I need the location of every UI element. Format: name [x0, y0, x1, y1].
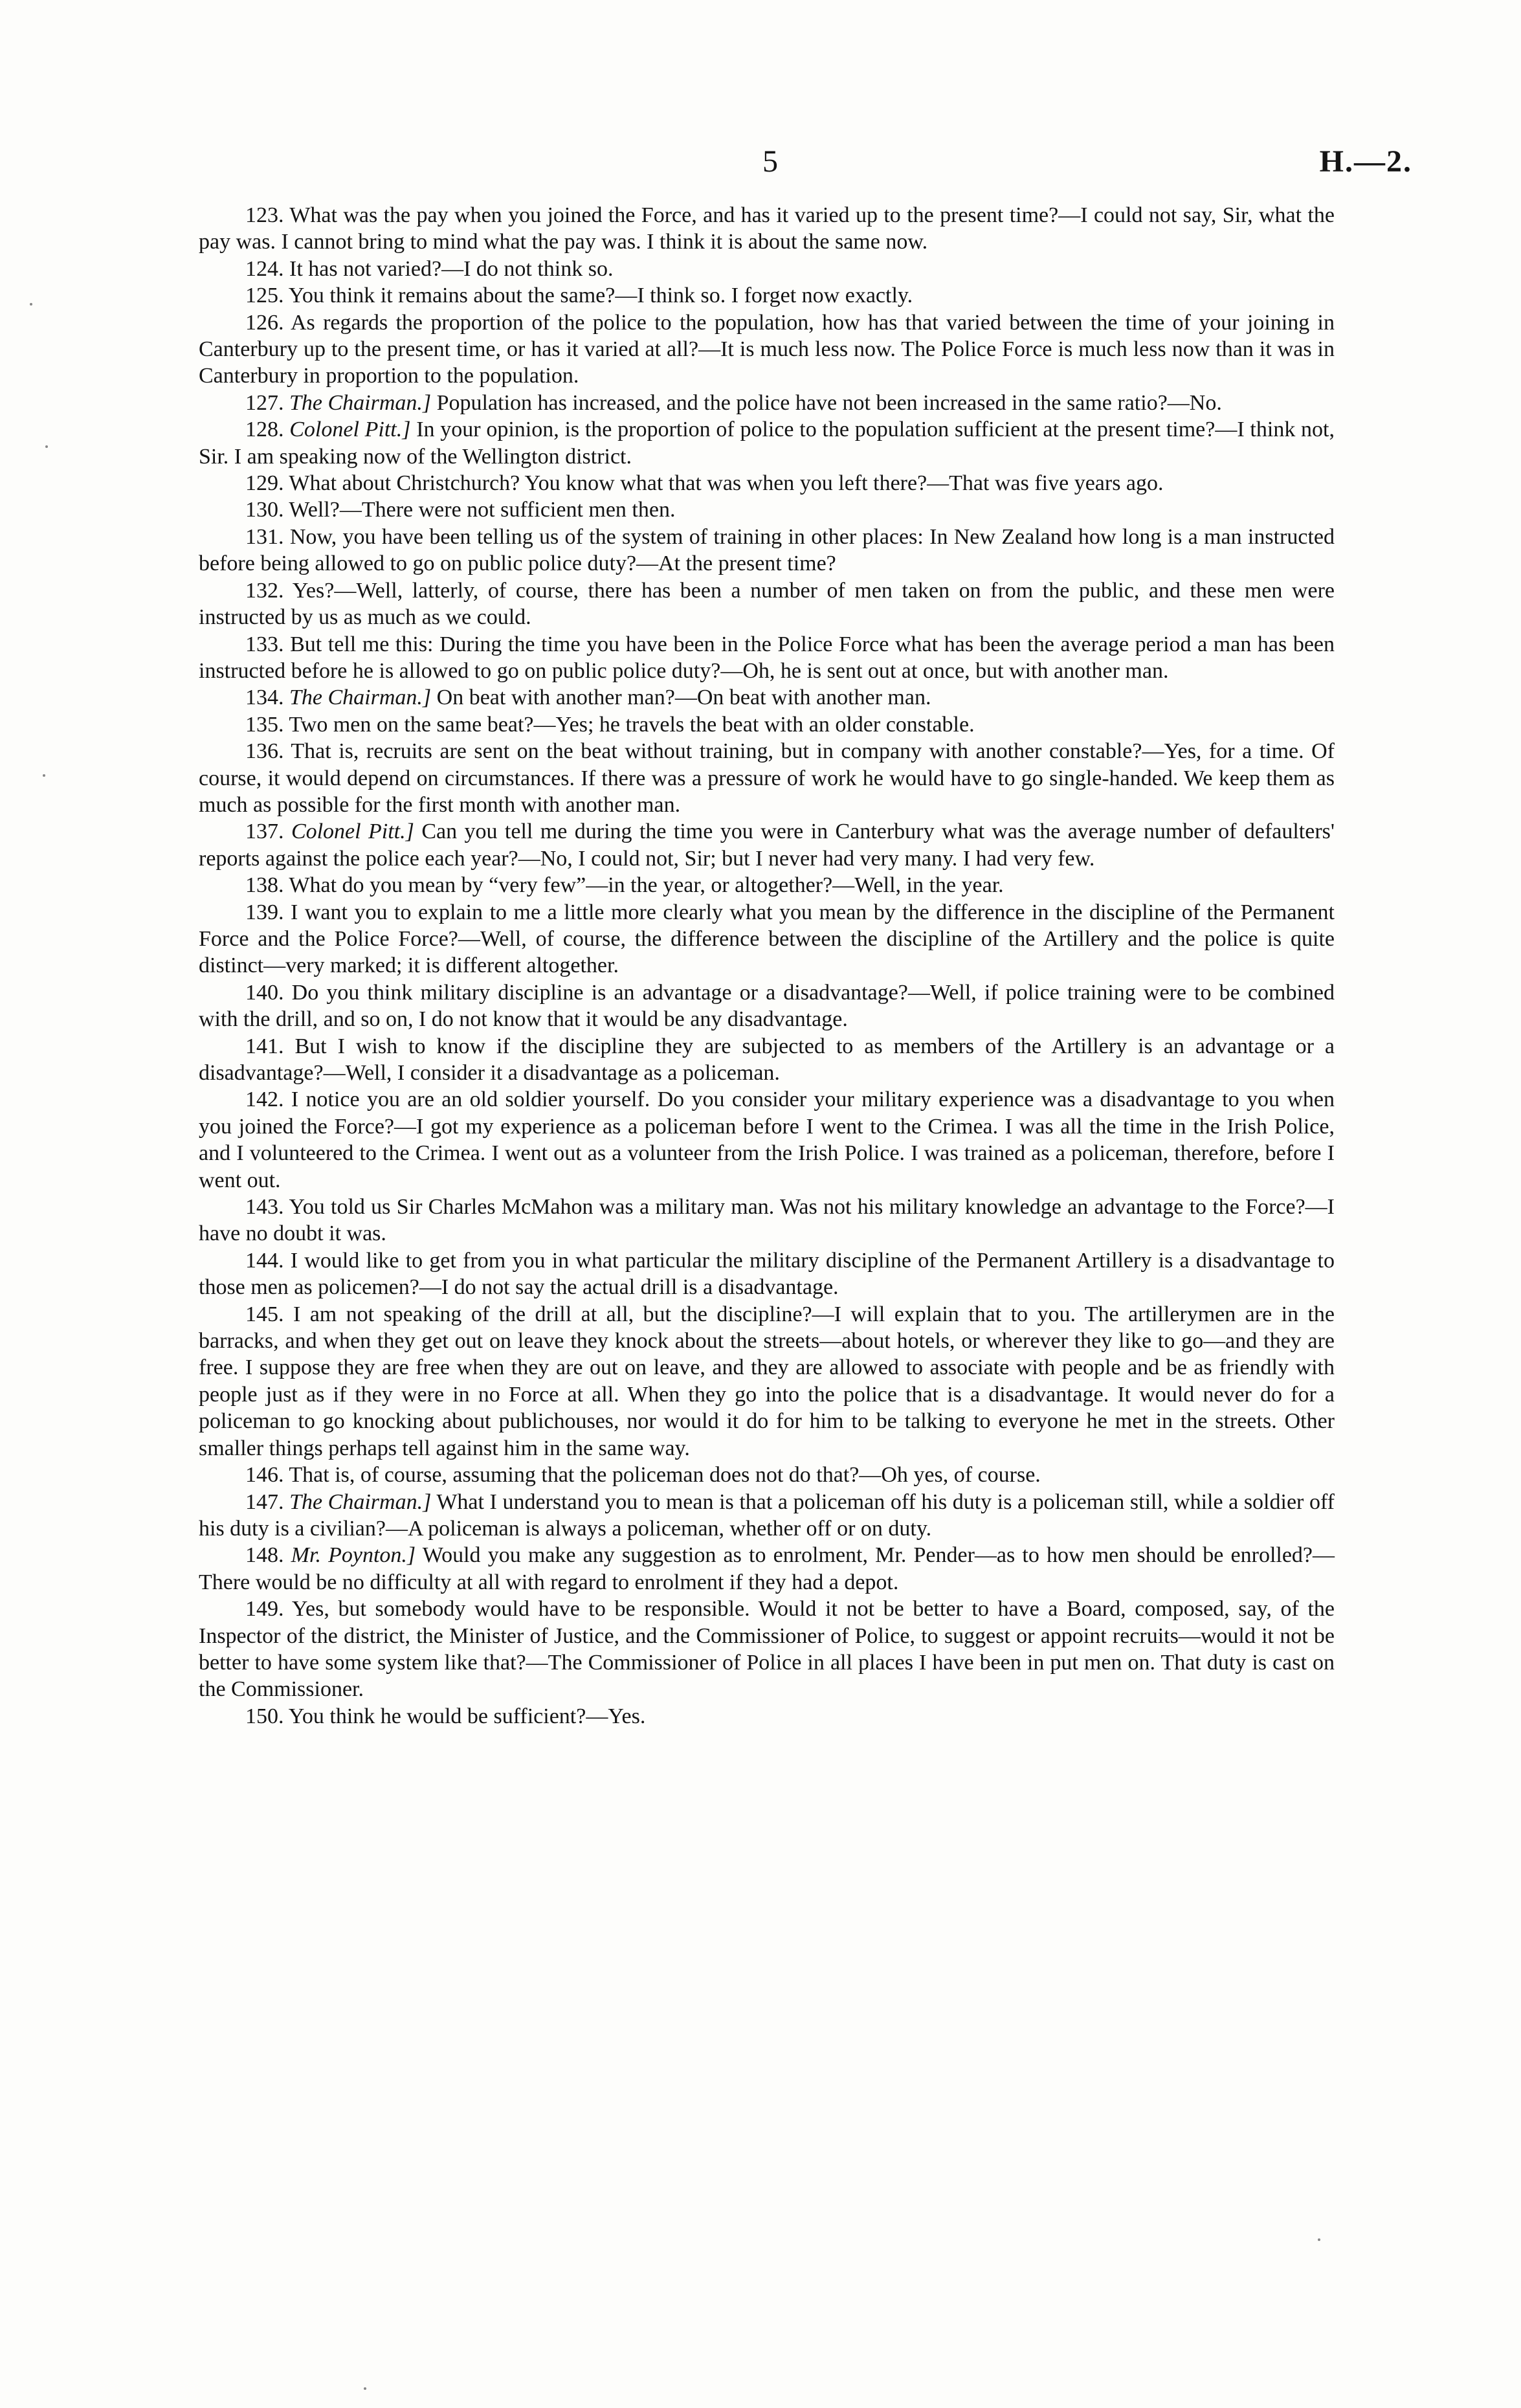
evidence-paragraph — [199, 1703, 1335, 1730]
speaker-label: The Chairman.] — [289, 390, 432, 415]
question-number: 146. — [245, 1463, 284, 1488]
question-answer-text: That is, recruits are sent on the beat without training, but in company with another constable?—Yes, for a time. Of course, it would depend on circumstances. If there was a pressure of work he would have to go single-handed. We keep them as much as possible for the first month with another man. — [199, 739, 1335, 817]
question-number: 144. — [245, 1248, 284, 1273]
question-number: 123. — [245, 203, 284, 227]
question-number: 128. — [245, 418, 284, 442]
question-number: 127. — [245, 390, 284, 415]
question-number: 138. — [245, 873, 284, 898]
evidence-paragraph — [199, 282, 1335, 309]
page-number: 5 — [762, 144, 778, 179]
evidence-paragraph — [199, 872, 1335, 898]
speaker-label: Mr. Poynton.] — [291, 1543, 416, 1568]
question-answer-text: But I wish to know if the discipline they are subjected to as members of the Artillery is an advantage or a disadvantage?—Well, I consider it a disadvantage as a policeman. — [199, 1034, 1335, 1085]
evidence-paragraph — [199, 1033, 1335, 1087]
evidence-paragraph — [199, 202, 1335, 256]
question-number: 124. — [245, 256, 284, 281]
question-number: 148. — [245, 1543, 284, 1568]
question-answer-text: Would you make any suggestion as to enrolment, Mr. Pender—as to how men should be enrolled?—There would be no difficulty at all with regard to enrolment if they had a depot. — [199, 1543, 1335, 1594]
question-number: 134. — [245, 686, 284, 710]
question-answer-text: You think he would be sufficient?—Yes. — [288, 1704, 646, 1728]
question-number: 145. — [245, 1302, 284, 1326]
evidence-paragraph — [199, 416, 1335, 470]
question-answer-text: In your opinion, is the proportion of police to the population sufficient at the present time?—I think not, Sir. I am speaking now of the Wellington district. — [199, 418, 1335, 469]
question-answer-text: You told us Sir Charles McMahon was a military man. Was not his military knowledge an advantage to the Force?—I have no doubt it was. — [199, 1195, 1335, 1246]
evidence-text — [199, 202, 1335, 1730]
evidence-paragraph — [199, 1462, 1335, 1488]
evidence-paragraph — [199, 256, 1335, 282]
question-answer-text: I would like to get from you in what particular the military discipline of the Permanent Artillery is a disadvantage to those men as policemen?—I do not say the actual drill is a disadvantage. — [199, 1248, 1335, 1300]
question-number: 147. — [245, 1489, 284, 1514]
question-number: 133. — [245, 632, 284, 656]
evidence-paragraph — [199, 899, 1335, 979]
question-answer-text: Yes, but somebody would have to be responsible. Would it not be better to have a Board, composed, say, of the Inspector of the district, the Minister of Justice, and the Commissioner of Police, to suggest or appoint recruits—would it not be better to have some system like that?—The Commissioner of Police in all places I have been in put men on. That duty is cast on the Commissioner. — [199, 1597, 1335, 1702]
question-answer-text: On beat with another man?—On beat with another man. — [436, 686, 931, 710]
question-answer-text: What do you mean by “very few”—in the year, or altogether?—Well, in the year. — [289, 873, 1004, 898]
question-answer-text: I want you to explain to me a little more clearly what you mean by the difference in the discipline of the Permanent Force and the Police Force?—Well, of course, the difference between the discipline of the Artillery and the police is quite distinct—very marked; it is different altogether. — [199, 900, 1335, 978]
question-answer-text: Two men on the same beat?—Yes; he travels the beat with an older constable. — [289, 712, 975, 737]
evidence-paragraph — [199, 631, 1335, 685]
question-number: 129. — [245, 471, 284, 496]
scan-speck — [1318, 2238, 1320, 2241]
question-answer-text: As regards the proportion of the police to the population, how has that varied between the time of your joining in Canterbury up to the present time, or has it varied at all?—It is much less now. The Police Force is much less now than it was in Canterbury in proportion to the population. — [199, 310, 1335, 388]
question-answer-text: Do you think military discipline is an advantage or a disadvantage?—Well, if police training were to be combined with the drill, and so on, I do not know that it would be any disadvantage. — [199, 980, 1335, 1032]
question-answer-text: What was the pay when you joined the Force, and has it varied up to the present time?—I could not say, Sir, what the pay was. I cannot bring to mind what the pay was. I think it is about the same now. — [199, 203, 1335, 254]
evidence-paragraph — [199, 1194, 1335, 1247]
question-answer-text: Now, you have been telling us of the system of training in other places: In New Zealand how long is a man instructed before being allowed to go on public police duty?—At the present time? — [199, 524, 1335, 576]
question-answer-text: That is, of course, assuming that the policeman does not do that?—Oh yes, of course. — [289, 1463, 1041, 1488]
question-answer-text: Yes?—Well, latterly, of course, there has been a number of men taken on from the public, and these men were instructed by us as much as we could. — [199, 578, 1335, 630]
evidence-paragraph — [199, 309, 1335, 390]
question-number: 142. — [245, 1087, 284, 1112]
question-number: 139. — [245, 900, 284, 924]
evidence-paragraph — [199, 818, 1335, 872]
question-answer-text: But tell me this: During the time you have been in the Police Force what has been the average period a man has been instructed before he is allowed to go on public police duty?—Oh, he is sent out at once, but with another man. — [199, 632, 1335, 683]
question-number: 125. — [245, 284, 284, 308]
question-number: 150. — [245, 1704, 284, 1728]
scan-speck — [43, 774, 45, 777]
question-number: 135. — [245, 712, 284, 737]
question-number: 140. — [245, 980, 284, 1005]
evidence-paragraph — [199, 684, 1335, 711]
evidence-paragraph — [199, 1301, 1335, 1462]
question-answer-text: Can you tell me during the time you were in Canterbury what was the average number of defaulters' reports against the police each year?—No, I could not, Sir; but I never had very many. I had very few. — [199, 819, 1335, 871]
question-answer-text: I notice you are an old soldier yourself. Do you consider your military experience was a disadvantage to you when you joined the Force?—I got my experience as a policeman before I went to the Crimea. I was all the time in the Irish Police, and I volunteered to the Crimea. I went out as a volunteer from the Irish Police. I was trained as a policeman, therefore, before I went out. — [199, 1087, 1335, 1192]
evidence-paragraph — [199, 1542, 1335, 1596]
evidence-paragraph — [199, 979, 1335, 1033]
evidence-paragraph — [199, 711, 1335, 738]
evidence-paragraph — [199, 470, 1335, 496]
speaker-label: Colonel Pitt.] — [291, 819, 414, 844]
speaker-label: The Chairman.] — [289, 1489, 432, 1514]
evidence-paragraph — [199, 1086, 1335, 1194]
question-answer-text: I am not speaking of the drill at all, but the discipline?—I will explain that to you. The artillerymen are in the barracks, and when they get out on leave they knock about the streets—about hotels, or wherever they like to go—and they are free. I suppose they are free when they are out on leave, and they are allowed to associate with people and be as friendly with people just as if they were in no Force at all. When they go into the police that is a disadvantage. It would never do for a policeman to go knocking about publichouses, nor would it do for him to be talking to everyone he met in the streets. Other smaller things perhaps tell against him in the same way. — [199, 1302, 1335, 1460]
question-answer-text: It has not varied?—I do not think so. — [289, 256, 614, 281]
evidence-paragraph — [199, 524, 1335, 577]
evidence-paragraph — [199, 1596, 1335, 1703]
question-number: 130. — [245, 498, 284, 522]
question-number: 143. — [245, 1195, 284, 1220]
question-number: 126. — [245, 310, 284, 335]
question-number: 132. — [245, 578, 284, 603]
scan-speck — [45, 445, 48, 448]
speaker-label: Colonel Pitt.] — [289, 418, 411, 442]
evidence-paragraph — [199, 577, 1335, 631]
question-number: 136. — [245, 739, 284, 764]
evidence-paragraph — [199, 738, 1335, 818]
question-answer-text: You think it remains about the same?—I think so. I forget now exactly. — [288, 284, 913, 308]
evidence-paragraph — [199, 1489, 1335, 1543]
question-answer-text: Well?—There were not sufficient men then. — [289, 498, 676, 522]
evidence-paragraph — [199, 390, 1335, 416]
scan-speck — [30, 303, 32, 306]
question-number: 137. — [245, 819, 284, 844]
evidence-paragraph — [199, 1247, 1335, 1301]
evidence-paragraph — [199, 496, 1335, 523]
question-answer-text: What I understand you to mean is that a policeman off his duty is a policeman still, while a soldier off his duty is a civilian?—A policeman is always a policeman, whether off or on duty. — [199, 1489, 1335, 1541]
speaker-label: The Chairman.] — [289, 686, 432, 710]
scan-speck — [364, 2387, 366, 2390]
question-number: 149. — [245, 1597, 284, 1622]
question-number: 141. — [245, 1034, 284, 1058]
question-number: 131. — [245, 524, 284, 549]
question-answer-text: Population has increased, and the police have not been increased in the same ratio?—No. — [436, 390, 1222, 415]
document-code: H.—2. — [1319, 144, 1412, 179]
question-answer-text: What about Christchurch? You know what that was when you left there?—That was five years ago. — [289, 471, 1164, 496]
